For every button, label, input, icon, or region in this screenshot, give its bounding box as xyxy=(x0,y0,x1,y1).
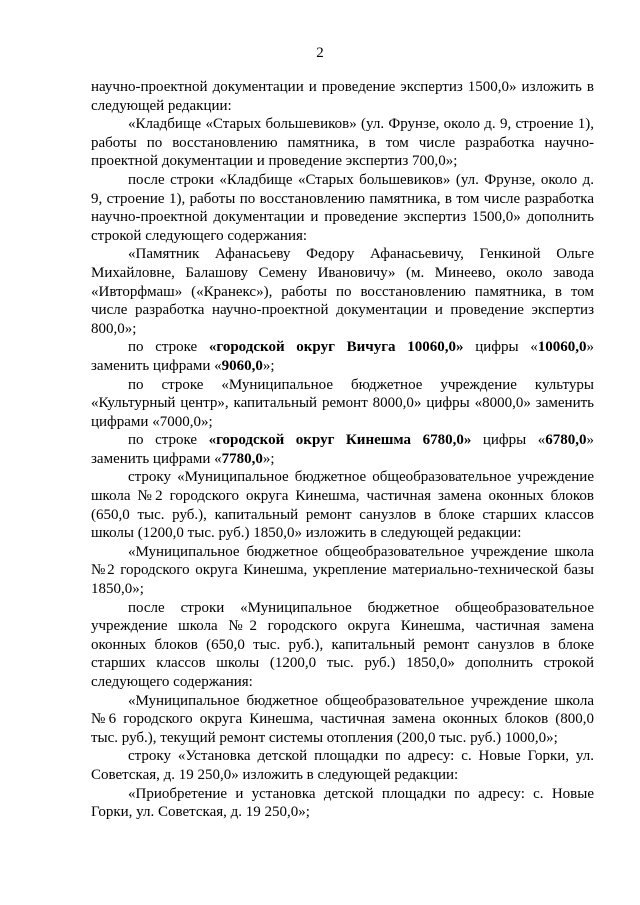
paragraph: строку «Муниципальное бюджетное общеобразовательное учреждение школа №2 городского округа Кинешма, частичная замена оконных блоков (650,0 тыс. руб.), капитальный ремонт санузлов в блоке старших классов школы (1200,0 тыс. руб.) 1850,0» изложить в следующей редакции: xyxy=(91,469,594,542)
bold-text-run: 9060,0 xyxy=(221,357,263,374)
bold-text-run: 7780,0 xyxy=(221,450,263,467)
paragraph: после строки «Кладбище «Старых большевиков» (ул. Фрунзе, около д. 9, строение 1), работы по восстановлению памятника, в том числе разработка научно-проектной документации и проведение экспертиз 1500,0» дополнить строкой следующего содержания: xyxy=(91,171,594,244)
text-run: по строке xyxy=(128,432,209,449)
paragraph: «Приобретение и установка детской площадки по адресу: с. Новые Горки, ул. Советская, д. 19 250,0»; xyxy=(91,785,594,821)
page-number: 2 xyxy=(316,45,324,61)
text-run: цифры « xyxy=(471,432,546,449)
bold-text-run: 6780,0 xyxy=(545,432,587,449)
text-run: цифры « xyxy=(463,339,538,356)
text-run: » заменить цифрами « xyxy=(91,339,594,374)
text-run: »; xyxy=(262,450,275,467)
text-run: » заменить цифрами « xyxy=(91,432,595,467)
paragraph-amendment-vichuga xyxy=(91,338,594,375)
text-run: »; xyxy=(262,357,275,374)
document-body xyxy=(91,78,594,822)
bold-text-run: «городской округ Кинешма 6780,0» xyxy=(208,432,472,449)
paragraph: после строки «Муниципальное бюджетное общеобразовательное учреждение школа №2 городского округа Кинешма, частичная замена оконных блоков (650,0 тыс. руб.), капитальный ремонт санузлов в блоке старших классов школы (1200,0 тыс. руб.) 1850,0» дополнить строкой следующего содержания: xyxy=(91,599,594,690)
bold-text-run: «городской округ Вичуга 10060,0» xyxy=(208,339,464,356)
paragraph: «Памятник Афанасьеву Федору Афанасьевичу, Генкиной Ольге Михайловне, Балашову Семену Ивановичу» (м. Минеево, около завода «Ивторфмаш» («Кранекс»), работы по восстановлению памятника, в том числе разработка научно-проектной документации и проведение экспертиз 800,0»; xyxy=(91,246,594,337)
paragraph: «Муниципальное бюджетное общеобразовательное учреждение школа №6 городского округа Кинешма, частичная замена оконных блоков (800,0 тыс. руб.), текущий ремонт системы отопления (200,0 тыс. руб.) 1000,0»; xyxy=(91,692,594,746)
text-run: по строке xyxy=(128,339,209,356)
paragraph: строку «Установка детской площадки по адресу: с. Новые Горки, ул. Советская, д. 19 250,0» изложить в следующей редакции: xyxy=(91,748,594,783)
paragraph: «Муниципальное бюджетное общеобразовательное учреждение школа №2 городского округа Кинешма, укрепление материально-технической базы 1850,0»; xyxy=(91,543,594,598)
paragraph: научно-проектной документации и проведение экспертиз 1500,0» изложить в следующей редакции: xyxy=(91,79,594,114)
bold-text-run: 10060,0 xyxy=(537,339,587,356)
paragraph: «Кладбище «Старых большевиков» (ул. Фрунзе, около д. 9, строение 1), работы по восстановлению памятника, в том числе разработка научно-проектной документации и проведение экспертиз 700,0»; xyxy=(91,116,594,170)
paragraph-amendment-kineshma xyxy=(91,431,594,468)
paragraph: по строке «Муниципальное бюджетное учреждение культуры «Культурный центр», капитальный ремонт 8000,0» цифры «8000,0» заменить цифрами «7000,0»; xyxy=(91,376,594,430)
